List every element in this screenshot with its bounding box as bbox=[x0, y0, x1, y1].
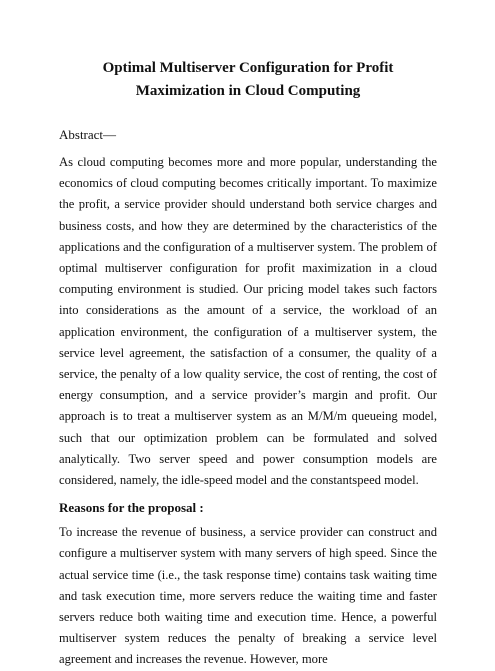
title-line-1: Optimal Multiserver Configuration for Profit bbox=[102, 60, 394, 76]
abstract-label: Abstract— bbox=[59, 127, 117, 142]
abstract-paragraph: As cloud computing becomes more and more popular, understanding the economics of cloud computing becomes critically important. To maximize the profit, a service provider should understand both service charges and business costs, and how they are determined by the characteristics of the applications and the configuration of a multiserver system. The problem of optimal multiserver configuration for profit maximization in a cloud computing environment is studied. Our pricing model takes such factors into considerations as the amount of a service, the workload of an application environment, the configuration of a multiserver system, the service level agreement, the satisfaction of a consumer, the quality of a service, the penalty of a low quality service, the cost of renting, the cost of energy consumption, and a service provider’s margin and profit. Our approach is to treat a multiserver system as an M/M/m queueing model, such that our optimization problem can be formulated and solved analytically. Two server speed and power consumption models are considered, namely, the idle-speed model and the constantspeed model. bbox=[59, 155, 437, 488]
reasons-heading: Reasons for the proposal : bbox=[59, 500, 204, 516]
document-title bbox=[59, 0, 437, 103]
title-line-2: Maximization in Cloud Computing bbox=[135, 83, 361, 99]
reasons-paragraph: To increase the revenue of business, a service provider can construct and configure a multiserver system with many servers of high speed. Since the actual service time (i.e., the task response time) contains task waiting time and task execution time, more servers reduce the waiting time and faster servers reduce both waiting time and execution time. Hence, a powerful multiserver system reduces the penalty of breaking a service level agreement and increases the revenue. However, more bbox=[59, 525, 437, 667]
